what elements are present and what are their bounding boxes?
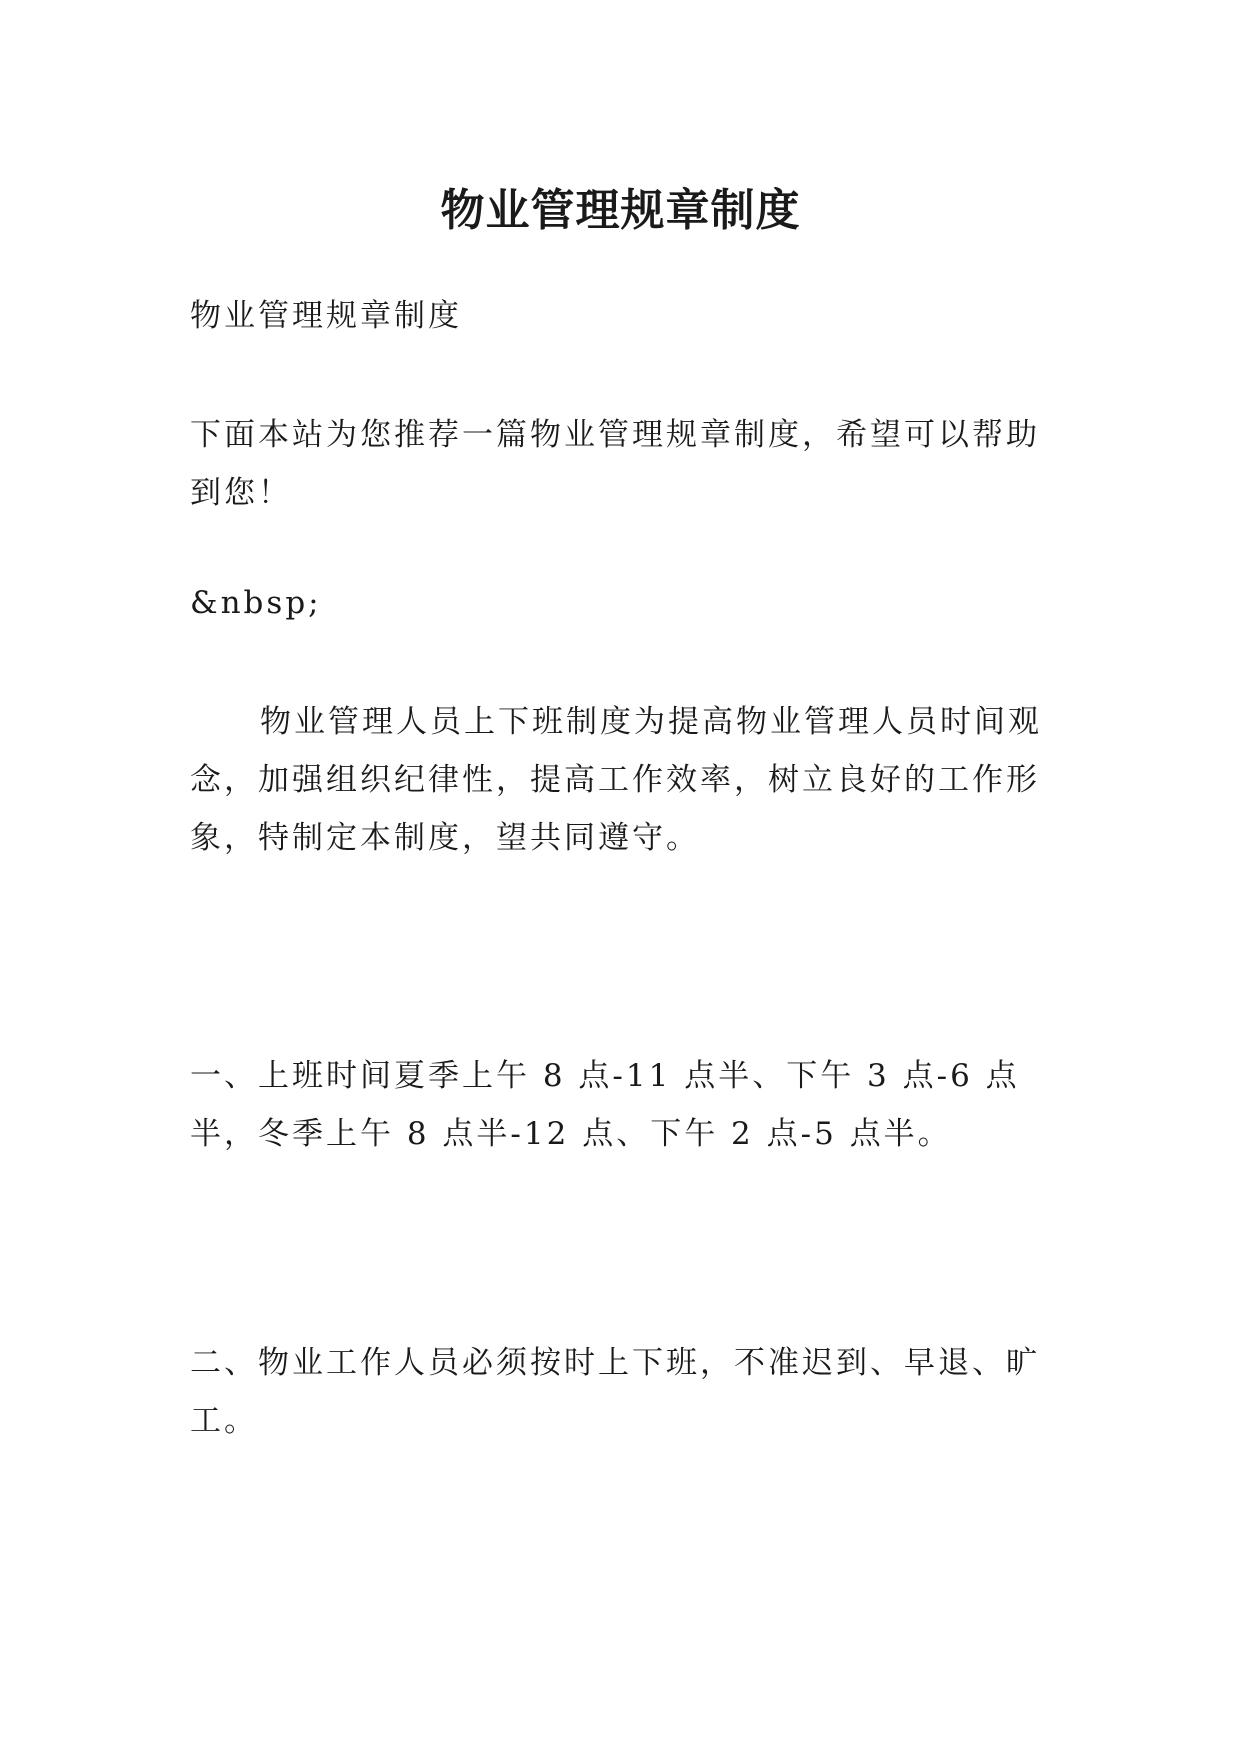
rule-one-paragraph: 一、上班时间夏季上午 8 点-11 点半、下午 3 点-6 点半，冬季上午 8 点半-12 点、下午 2 点-5 点半。 bbox=[190, 1058, 1020, 1152]
rule-two-paragraph: 二、物业工作人员必须按时上下班，不准迟到、早退、旷工。 bbox=[190, 1345, 1040, 1439]
subtitle-paragraph: 物业管理规章制度 bbox=[190, 298, 462, 334]
document-title: 物业管理规章制度 bbox=[440, 185, 801, 237]
nbsp-paragraph: &nbsp; bbox=[190, 585, 322, 621]
policy-intro-paragraph: 物业管理人员上下班制度为提高物业管理人员时间观念，加强组织纪律性，提高工作效率，树立良好的工作形象，特制定本制度，望共同遵守。 bbox=[190, 704, 1042, 856]
intro-paragraph: 下面本站为您推荐一篇物业管理规章制度，希望可以帮助到您！ bbox=[190, 417, 1040, 511]
